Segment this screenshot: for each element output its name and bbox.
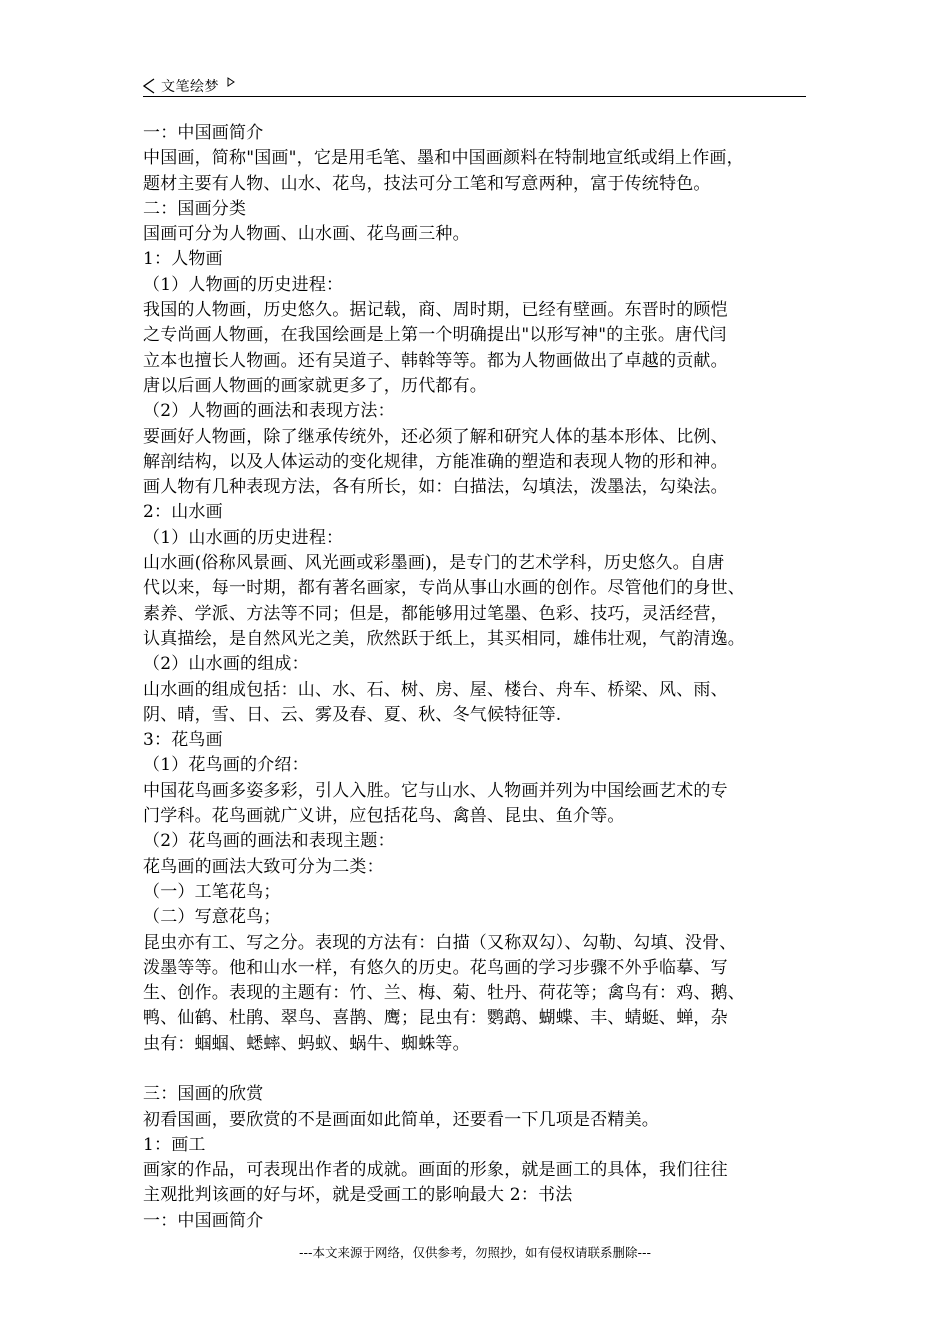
text-line: 门学科。花鸟画就广义讲，应包括花鸟、禽兽、昆虫、鱼介等。 [143, 806, 625, 827]
text-line: （二）写意花鸟； [143, 907, 281, 928]
text-line: 画人物有几种表现方法，各有所长，如：白描法，勾填法，泼墨法，勾染法。 [143, 477, 728, 498]
text-line: 国画可分为人物画、山水画、花鸟画三种。 [143, 224, 470, 245]
right-triangle-icon [227, 77, 235, 87]
text-line: 初看国画，要欣赏的不是画面如此简单，还要看一下几项是否精美。 [143, 1109, 659, 1130]
text-line: 一：中国画简介 [143, 123, 264, 143]
text-line: （2）人物画的画法和表现方法： [143, 401, 395, 422]
text-line: 题材主要有人物、山水、花鸟，技法可分工笔和写意两种，富于传统特色。 [143, 173, 711, 194]
text-line: 二：国画分类 [143, 198, 247, 219]
header-brand: 文笔绘梦 [161, 79, 219, 95]
text-line: （1）山水画的历史进程： [143, 527, 344, 548]
text-line: 3：花鸟画 [143, 730, 223, 751]
text-line: 山水画(俗称风景画、风光画或彩墨画)，是专门的艺术学科，历史悠久。自唐 [143, 553, 725, 574]
text-line: 1：人物画 [143, 249, 223, 270]
text-line: 虫有：蝈蝈、蟋蟀、蚂蚁、蜗牛、蜘蛛等。 [143, 1033, 470, 1054]
text-line: 要画好人物画，除了继承传统外，还必须了解和研究人体的基本形体、比例、 [143, 426, 728, 447]
text-line: 代以来，每一时期，都有著名画家，专尚从事山水画的创作。尽管他们的身世、 [143, 578, 745, 599]
text-line: 2：山水画 [143, 502, 223, 523]
text-line: （一）工笔花鸟； [143, 881, 281, 902]
header-rule [143, 96, 806, 97]
text-line: 一：中国画简介 [143, 1210, 264, 1231]
text-line: 唐以后画人物画的画家就更多了，历代都有。 [143, 375, 487, 396]
text-line: 中国画，简称"国画"，它是用毛笔、墨和中国画颜料在特制地宣纸或绢上作画， [143, 148, 744, 169]
text-line: （2）花鸟画的画法和表现主题： [143, 831, 395, 852]
text-line: （1）花鸟画的介绍： [143, 755, 309, 776]
text-line: 之专尚画人物画，在我国绘画是上第一个明确提出"以形写神"的主张。唐代闫 [143, 325, 727, 346]
text-line: 1：画工 [143, 1134, 206, 1155]
text-line: 三：国画的欣赏 [143, 1084, 264, 1105]
text-line: 主观批判该画的好与坏，就是受画工的影响最大 2：书法 [143, 1185, 573, 1206]
text-line: （1）人物画的历史进程： [143, 274, 344, 295]
text-line: 解剖结构，以及人体运动的变化规律，方能准确的塑造和表现人物的形和神。 [143, 451, 728, 472]
document-body [143, 121, 813, 1234]
text-line: 泼墨等等。他和山水一样，有悠久的历史。花鸟画的学习步骤不外乎临摹、写 [143, 957, 728, 978]
page-header [143, 76, 806, 96]
text-line: （2）山水画的组成： [143, 654, 309, 675]
text-line: 素养、学派、方法等不同；但是，都能够用过笔墨、色彩、技巧，灵活经营， [143, 603, 728, 624]
text-line: 立本也擅长人物画。还有吴道子、韩斡等等。都为人物画做出了卓越的贡献。 [143, 350, 728, 371]
text-line: 我国的人物画，历史悠久。据记载，商、周时期，已经有壁画。东晋时的顾恺 [143, 300, 728, 321]
left-triangle-icon [143, 78, 155, 94]
text-line: 画家的作品，可表现出作者的成就。画面的形象，就是画工的具体，我们往往 [143, 1160, 728, 1181]
text-line: 认真描绘，是自然风光之美，欣然跃于纸上，其买相同，雄伟壮观，气韵清逸。 [143, 628, 745, 649]
text-line: 生、创作。表现的主题有：竹、兰、梅、菊、牡丹、荷花等；禽鸟有：鸡、鹅、 [143, 983, 745, 1004]
text-line: 阴、晴，雪、日、云、雾及春、夏、秋、冬气候特征等. [143, 704, 562, 725]
text-line: 山水画的组成包括：山、水、石、树、房、屋、楼台、舟车、桥梁、风、雨、 [143, 679, 728, 700]
text-line [143, 1057, 813, 1082]
text-line: 昆虫亦有工、写之分。表现的方法有：白描（又称双勾）、勾勒、勾填、没骨、 [143, 932, 737, 953]
text-line: 花鸟画的画法大致可分为二类： [143, 856, 384, 877]
text-line: 中国花鸟画多姿多彩，引人入胜。它与山水、人物画并列为中国绘画艺术的专 [143, 780, 728, 801]
footer-note: ---本文来源于网络，仅供参考，勿照抄，如有侵权请联系删除--- [298, 1245, 652, 1260]
text-line: 鸭、仙鹤、杜鹃、翠鸟、喜鹊、鹰；昆虫有：鹦鹉、蝴蝶、丰、蜻蜓、蝉，杂 [143, 1008, 728, 1029]
